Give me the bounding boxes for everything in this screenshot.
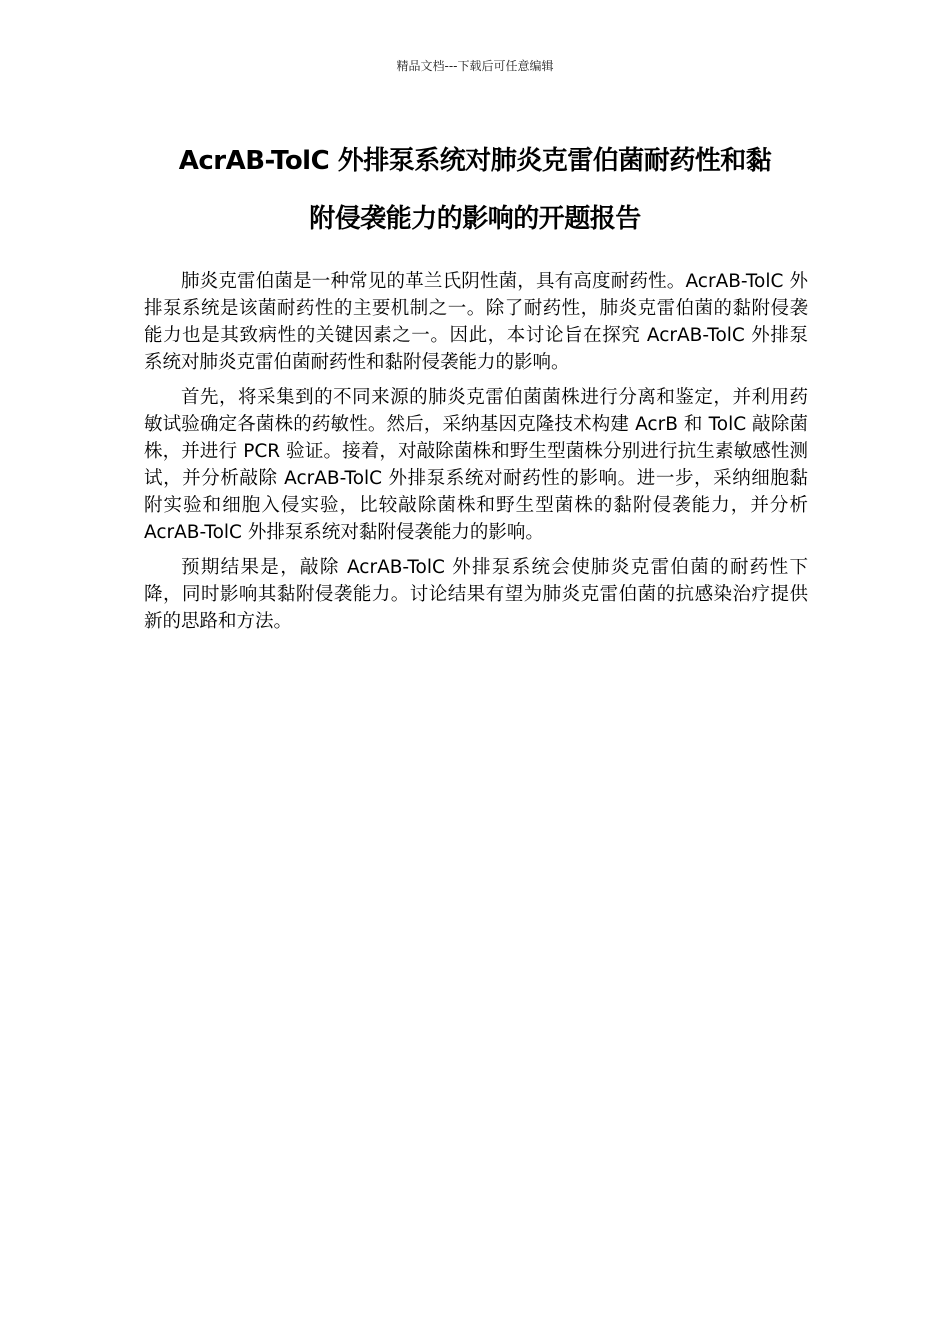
- paragraph-3: 预期结果是，敲除 AcrAB-TolC 外排泵系统会使肺炎克雷伯菌的耐药性下降，同时影响其黏附侵袭能力。讨论结果有望为肺炎克雷伯菌的抗感染治疗提供新的思路和方法。: [144, 557, 808, 632]
- title-line-2: 附侵袭能力的影响的开题报告: [309, 204, 641, 234]
- document-title: [120, 132, 830, 248]
- paragraph-1: 肺炎克雷伯菌是一种常见的革兰氏阴性菌，具有高度耐药性。AcrAB-TolC 外排泵系统是该菌耐药性的主要机制之一。除了耐药性，肺炎克雷伯菌的黏附侵袭能力也是其致病性的关键因素之一。因此，本讨论旨在探究 AcrAB-TolC 外排泵系统对肺炎克雷伯菌耐药性和黏附侵袭能力的影响。: [144, 271, 808, 373]
- title-line-1: AcrAB-TolC 外排泵系统对肺炎克雷伯菌耐药性和黏: [178, 146, 772, 176]
- header-note: 精品文档---下载后可任意编辑: [396, 59, 554, 73]
- document-body: [144, 268, 808, 643]
- paragraph-2: 首先，将采集到的不同来源的肺炎克雷伯菌菌株进行分离和鉴定，并利用药敏试验确定各菌株的药敏性。然后，采纳基因克隆技术构建 AcrB 和 TolC 敲除菌株，并进行 PCR 验证。接着，对敲除菌株和野生型菌株分别进行抗生素敏感性测试，并分析敲除 AcrAB-TolC 外排泵系统对耐药性的影响。进一步，采纳细胞黏附实验和细胞入侵实验，比较敲除菌株和野生型菌株的黏附侵袭能力，并分析 AcrAB-TolC 外排泵系统对黏附侵袭能力的影响。: [144, 387, 808, 543]
